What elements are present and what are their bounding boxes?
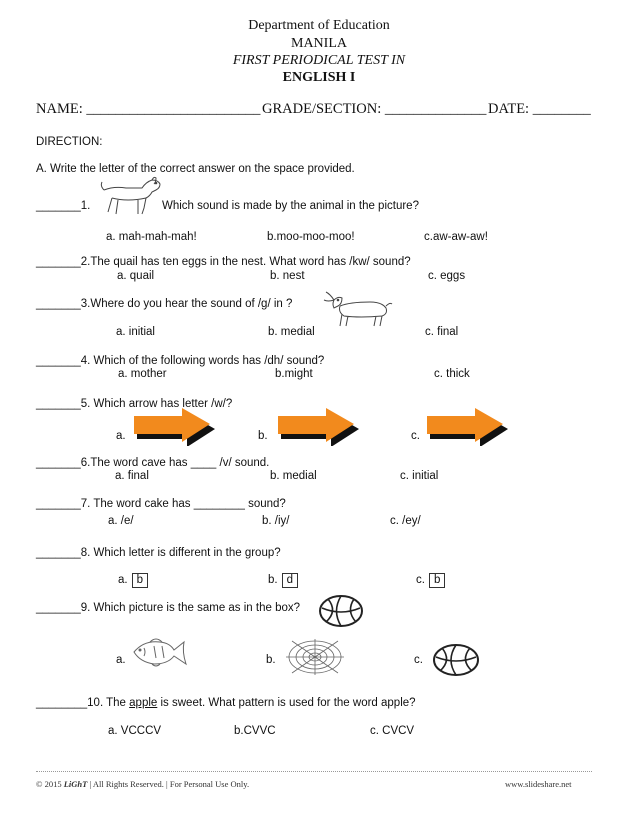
q10-text-post: is sweet. What pattern is used for the word apple? bbox=[157, 697, 416, 709]
q8-option-c-letter: b bbox=[429, 573, 445, 588]
q1-blank: _______1. bbox=[36, 200, 91, 212]
instruction-text: A. Write the letter of the correct answer on the space provided. bbox=[36, 163, 355, 175]
q9-option-a: a. bbox=[116, 654, 126, 666]
q5-option-b: b. bbox=[258, 430, 268, 442]
q7-option-b: b. /iy/ bbox=[262, 515, 290, 527]
q3-option-a: a. initial bbox=[116, 326, 155, 338]
q4-text: _______4. Which of the following words has /dh/ sound? bbox=[36, 355, 325, 367]
q8-option-b-letter: d bbox=[282, 573, 298, 588]
footer-divider bbox=[36, 771, 592, 772]
q8-option-a-label: a. bbox=[118, 574, 128, 586]
q4-option-c: c. thick bbox=[434, 368, 470, 380]
basketball-picture bbox=[432, 643, 480, 677]
header-subject: ENGLISH I bbox=[282, 70, 356, 85]
q3-option-c: c. final bbox=[425, 326, 459, 338]
q7-option-a: a. /e/ bbox=[108, 515, 134, 527]
q6-text: _______6.The word cave has ____ /v/ sound. bbox=[36, 457, 270, 469]
q10-option-b: b.CVVC bbox=[234, 725, 276, 737]
q9-text: _______9. Which picture is the same as in the box? bbox=[36, 602, 301, 614]
q9-option-c: c. bbox=[414, 654, 423, 666]
footer-brand: LiGhT bbox=[63, 779, 88, 789]
footer-copyright-post: | All Rights Reserved. | For Personal Use Only. bbox=[87, 779, 250, 789]
q8-option-a-letter: b bbox=[132, 573, 148, 588]
q1-option-b: b.moo-moo-moo! bbox=[267, 231, 355, 243]
q6-option-c: c. initial bbox=[400, 470, 439, 482]
q8-text: _______8. Which letter is different in the group? bbox=[36, 547, 281, 559]
q2-option-a: a. quail bbox=[117, 270, 155, 282]
grade-section-field: GRADE/SECTION: ______________ bbox=[262, 101, 487, 117]
dog-picture bbox=[98, 172, 164, 216]
q8-option-b bbox=[268, 573, 298, 588]
q8-option-a bbox=[118, 573, 148, 588]
arrow-b-icon bbox=[274, 406, 360, 446]
q1-option-c: c.aw-aw-aw! bbox=[424, 231, 488, 243]
footer-website-link[interactable]: www.slideshare.net bbox=[505, 779, 572, 789]
header-test-title: FIRST PERIODICAL TEST IN bbox=[232, 53, 406, 68]
q6-option-b: b. medial bbox=[270, 470, 317, 482]
basketball-box-picture bbox=[318, 594, 364, 628]
q10-text bbox=[36, 697, 416, 709]
q1-option-a: a. mah-mah-mah! bbox=[106, 231, 197, 243]
header-city: MANILA bbox=[291, 36, 347, 51]
goat-picture bbox=[320, 286, 396, 328]
q5-option-a: a. bbox=[116, 430, 126, 442]
q7-text: _______7. The word cake has ________ sound? bbox=[36, 498, 286, 510]
q8-option-c bbox=[416, 573, 445, 588]
direction-label: DIRECTION: bbox=[36, 136, 103, 148]
q5-option-c: c. bbox=[411, 430, 420, 442]
q10-underlined-word: apple bbox=[129, 697, 158, 709]
q10-text-pre: ________10. The bbox=[36, 697, 130, 709]
q2-option-c: c. eggs bbox=[428, 270, 466, 282]
q3-option-b: b. medial bbox=[268, 326, 315, 338]
name-field: NAME: ________________________ bbox=[36, 101, 261, 117]
q10-option-a: a. VCCCV bbox=[108, 725, 162, 737]
q7-option-c: c. /ey/ bbox=[390, 515, 421, 527]
q1-text: Which sound is made by the animal in the picture? bbox=[162, 200, 419, 212]
q6-option-a: a. final bbox=[115, 470, 149, 482]
q8-option-b-label: b. bbox=[268, 574, 278, 586]
footer-copyright bbox=[36, 779, 249, 789]
q4-option-a: a. mother bbox=[118, 368, 167, 380]
arrow-a-icon bbox=[130, 406, 216, 446]
header-department: Department of Education bbox=[248, 18, 390, 33]
fish-picture bbox=[130, 634, 188, 670]
q8-option-c-label: c. bbox=[416, 574, 425, 586]
q4-option-b: b.might bbox=[275, 368, 313, 380]
q2-option-b: b. nest bbox=[270, 270, 305, 282]
date-field: DATE: ________ bbox=[488, 101, 591, 117]
footer-copyright-pre: © 2015 bbox=[36, 779, 64, 789]
q9-option-b: b. bbox=[266, 654, 276, 666]
q10-option-c: c. CVCV bbox=[370, 725, 415, 737]
q2-text: _______2.The quail has ten eggs in the nest. What word has /kw/ sound? bbox=[36, 256, 411, 268]
q5-text: _______5. Which arrow has letter /w/? bbox=[36, 398, 233, 410]
q3-text: _______3.Where do you hear the sound of /g/ in ? bbox=[36, 298, 293, 310]
spiderweb-picture bbox=[284, 638, 346, 676]
arrow-c-icon bbox=[423, 406, 509, 446]
